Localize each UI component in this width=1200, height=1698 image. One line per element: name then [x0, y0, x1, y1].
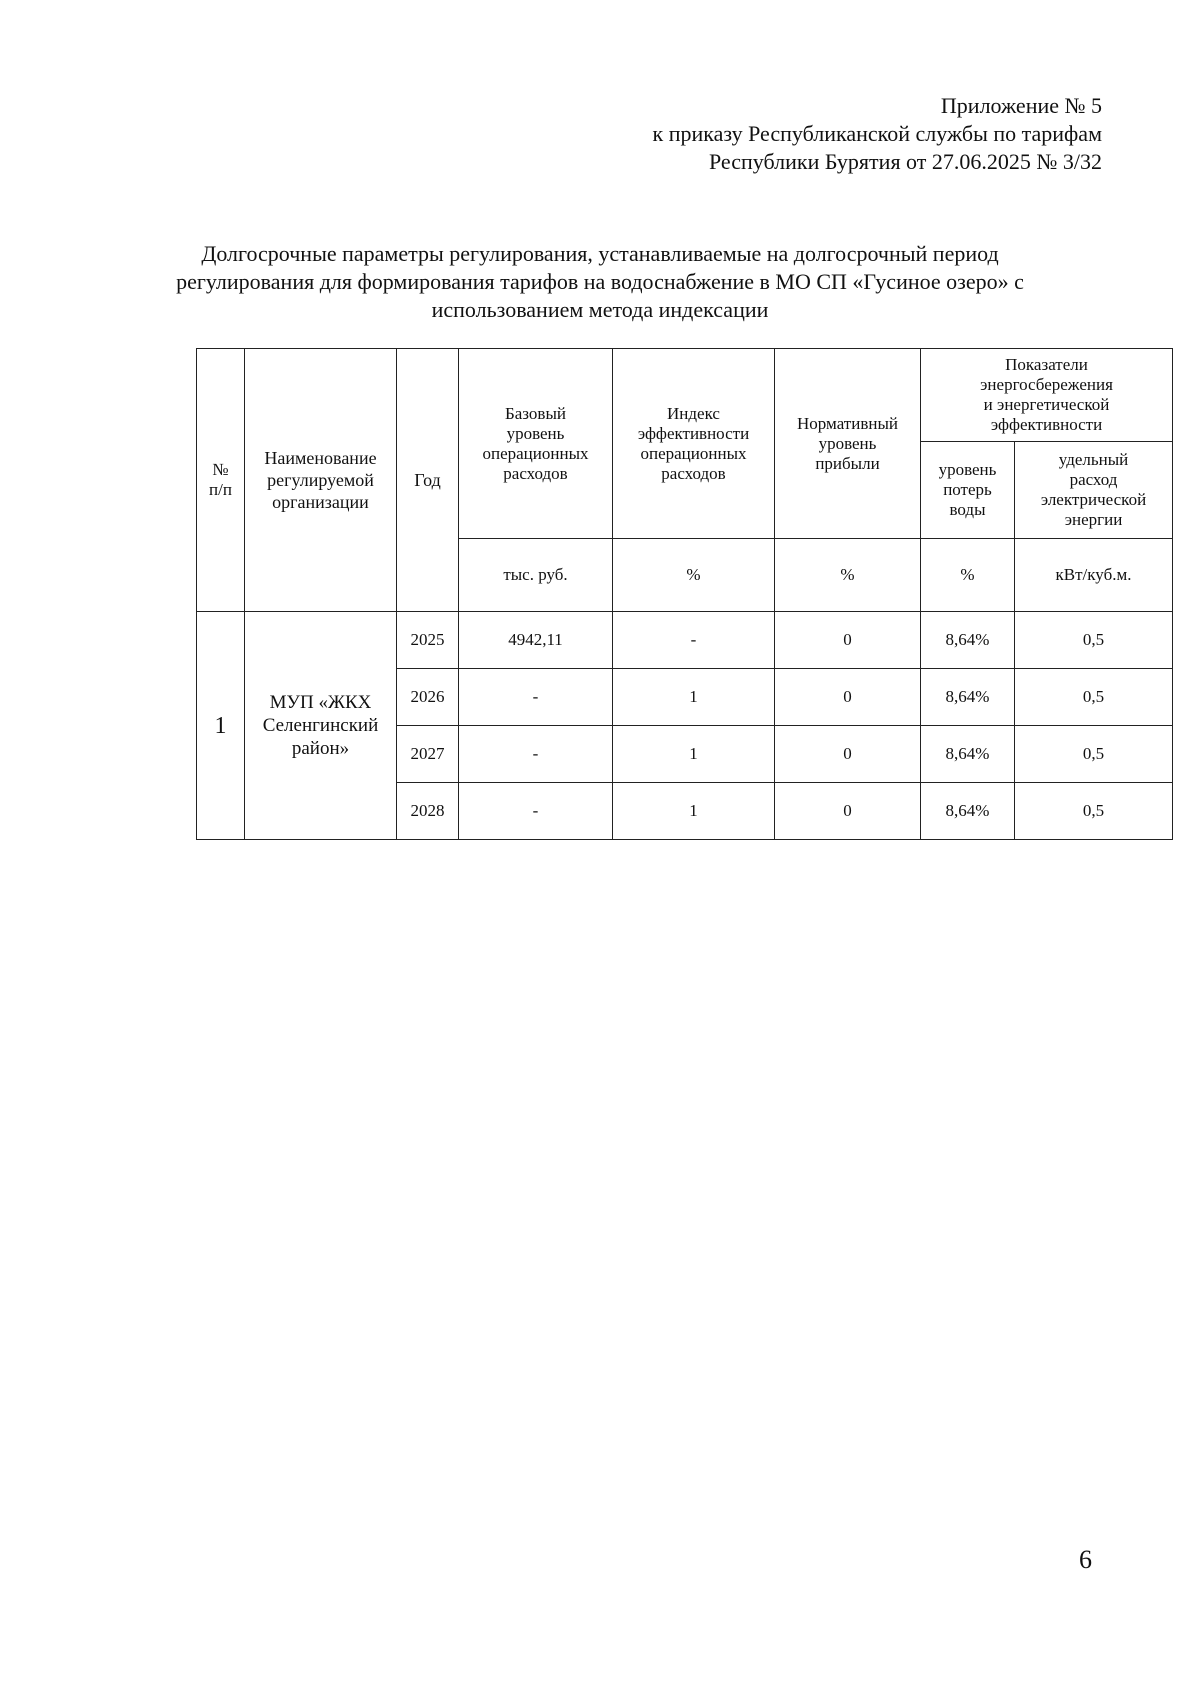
document-title — [120, 240, 1080, 324]
header-electric-consumption: удельный расход электрической энергии — [1015, 442, 1173, 539]
cell-base: - — [459, 726, 613, 783]
cell-index: 1 — [613, 669, 775, 726]
cell-loss: 8,64% — [921, 783, 1015, 840]
unit-loss: % — [921, 539, 1015, 612]
appendix-number: Приложение № 5 — [940, 93, 1102, 118]
header-base-level: Базовый уровень операционных расходов — [459, 349, 613, 539]
title-line-1: Долгосрочные параметры регулирования, устанавливаемые на долгосрочный период — [201, 241, 999, 266]
cell-profit: 0 — [775, 726, 921, 783]
unit-profit: % — [775, 539, 921, 612]
cell-electric: 0,5 — [1015, 726, 1173, 783]
cell-index: - — [613, 612, 775, 669]
appendix-order: к приказу Республиканской службы по тарифам — [652, 121, 1102, 146]
cell-profit: 0 — [775, 783, 921, 840]
org-number: 1 — [197, 612, 245, 840]
cell-loss: 8,64% — [921, 726, 1015, 783]
cell-electric: 0,5 — [1015, 669, 1173, 726]
title-line-3: использованием метода индексации — [431, 297, 769, 322]
header-energy-indicators: Показатели энергосбережения и энергетической эффективности — [921, 349, 1173, 442]
cell-base: 4942,11 — [459, 612, 613, 669]
parameters-table — [196, 348, 1173, 840]
header-year: Год — [397, 349, 459, 612]
header-water-loss: уровень потерь воды — [921, 442, 1015, 539]
cell-loss: 8,64% — [921, 612, 1015, 669]
cell-base: - — [459, 783, 613, 840]
header-row-top — [197, 349, 1173, 442]
cell-loss: 8,64% — [921, 669, 1015, 726]
org-name: МУП «ЖКХ Селенгинский район» — [245, 612, 397, 840]
cell-year: 2025 — [397, 612, 459, 669]
cell-index: 1 — [613, 783, 775, 840]
cell-profit: 0 — [775, 612, 921, 669]
cell-electric: 0,5 — [1015, 612, 1173, 669]
cell-year: 2028 — [397, 783, 459, 840]
cell-year: 2026 — [397, 669, 459, 726]
cell-index: 1 — [613, 726, 775, 783]
header-org-name: Наименование регулируемой организации — [245, 349, 397, 612]
appendix-header — [653, 92, 1102, 176]
table-row — [197, 612, 1173, 669]
cell-base: - — [459, 669, 613, 726]
header-efficiency-index: Индекс эффективности операционных расходов — [613, 349, 775, 539]
unit-electric: кВт/куб.м. — [1015, 539, 1173, 612]
cell-profit: 0 — [775, 669, 921, 726]
title-line-2: регулирования для формирования тарифов на водоснабжение в МО СП «Гусиное озеро» с — [176, 269, 1024, 294]
page-number: 6 — [1079, 1545, 1092, 1574]
appendix-order-date: Республики Бурятия от 27.06.2025 № 3/32 — [708, 149, 1102, 174]
cell-year: 2027 — [397, 726, 459, 783]
header-normative-profit: Нормативный уровень прибыли — [775, 349, 921, 539]
unit-index: % — [613, 539, 775, 612]
cell-electric: 0,5 — [1015, 783, 1173, 840]
header-num: № п/п — [197, 349, 245, 612]
unit-base: тыс. руб. — [459, 539, 613, 612]
